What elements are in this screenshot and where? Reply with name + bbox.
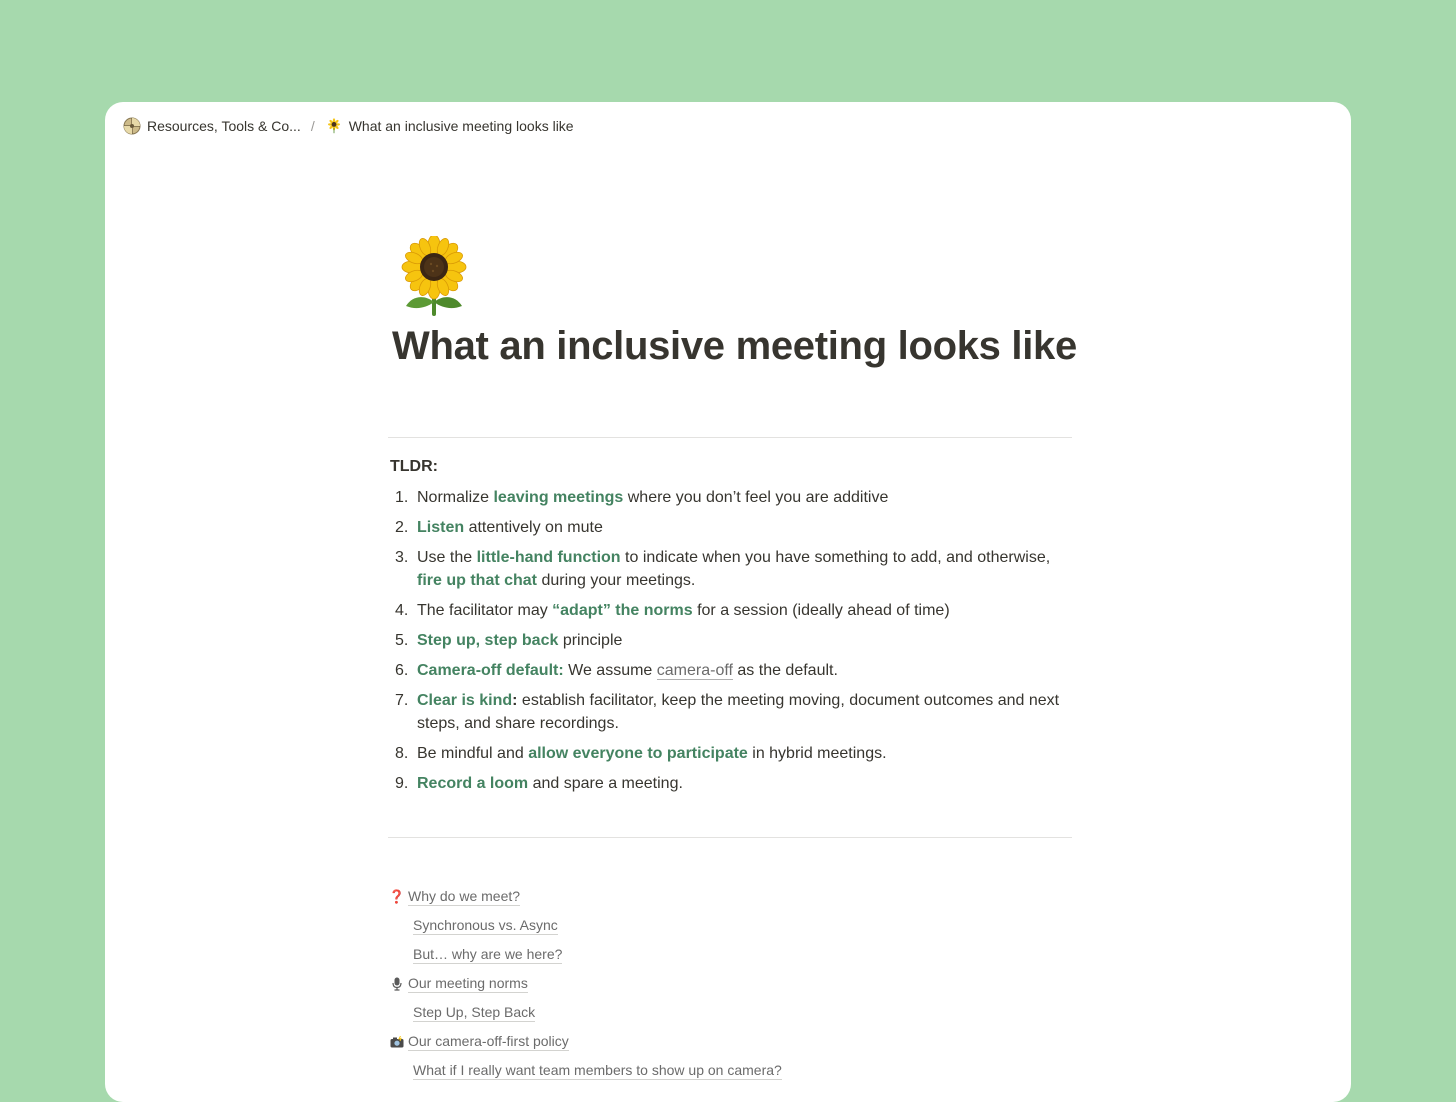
divider [388,837,1072,838]
link-step-up-step-back[interactable]: Step up, step back [417,632,559,649]
breadcrumb [119,114,578,138]
list-text: The facilitator may [417,602,553,619]
toc-item-synchronous-vs-async[interactable] [390,911,1074,940]
toc-item-our-meeting-norms[interactable] [390,969,1074,998]
toc-item-why-are-we-here[interactable] [390,940,1074,969]
toc-label: What if I really want team members to show up on camera? [413,1062,782,1078]
list-text: during your meetings. [537,572,696,589]
toc-label: Why do we meet? [408,888,521,904]
divider [388,437,1072,438]
list-number: 9. [395,775,409,792]
link-adapt-the-norms[interactable]: “adapt” the norms [552,602,693,619]
breadcrumb-item-current-page[interactable] [321,115,578,137]
list-text: and spare a meeting. [528,775,683,792]
toc-label: Our meeting norms [408,975,528,991]
list-number: 7. [395,692,409,709]
list-item [388,629,1072,652]
list-text: We assume [563,662,657,679]
tldr-heading: TLDR: [390,458,438,475]
list-text: principle [558,632,623,649]
question-mark-icon: ❓ [388,888,406,904]
list-item [388,659,1072,682]
link-allow-everyone-to-participate[interactable]: allow everyone to participate [528,745,748,762]
list-number: 6. [395,662,409,679]
list-text: in hybrid meetings. [747,745,887,762]
list-text: Use the [417,549,477,566]
wheel-icon [123,117,141,135]
list-item [388,772,1072,795]
toc-label: Our camera-off-first policy [408,1033,569,1049]
list-number: 8. [395,745,409,762]
list-text: as the default. [732,662,838,679]
list-text: establish facilitator, keep the meeting moving, document outcomes and next steps, and share recordings. [417,692,1060,732]
toc-item-want-team-on-camera[interactable] [390,1056,1074,1085]
breadcrumb-label: Resources, Tools & Co... [147,118,301,134]
list-text: Normalize [417,489,494,506]
link-record-a-loom[interactable]: Record a loom [417,775,529,792]
tldr-list [388,486,1072,802]
sunflower-icon [325,117,343,135]
list-number: 1. [395,489,409,506]
link-leaving-meetings[interactable]: leaving meetings [493,489,624,506]
list-item [388,599,1072,622]
page-title: What an inclusive meeting looks like [392,324,1077,368]
list-item [388,486,1072,509]
toc-item-camera-off-first-policy[interactable] [390,1027,1074,1056]
microphone-icon [390,977,404,991]
page-mention-camera-off[interactable]: camera-off [656,662,733,679]
list-text: Be mindful and [417,745,529,762]
list-text: where you don’t feel you are additive [623,489,889,506]
list-item [388,742,1072,765]
list-text: for a session (ideally ahead of time) [692,602,950,619]
list-number: 5. [395,632,409,649]
list-number: 4. [395,602,409,619]
list-text: : [512,692,518,709]
list-number: 3. [395,549,409,566]
list-text: attentively on mute [464,519,603,536]
link-listen[interactable]: Listen [417,519,465,536]
list-item [388,689,1072,735]
list-item [388,516,1072,539]
link-fire-up-that-chat[interactable]: fire up that chat [417,572,538,589]
toc-label: But… why are we here? [413,946,563,962]
link-clear-is-kind[interactable]: Clear is kind [417,692,513,709]
sunflower-icon[interactable] [394,236,474,316]
camera-flash-icon [390,1035,404,1049]
page-window [105,102,1351,1102]
link-camera-off-default[interactable]: Camera-off default: [417,662,564,679]
toc-label: Synchronous vs. Async [413,917,558,933]
breadcrumb-label: What an inclusive meeting looks like [348,118,574,134]
toc-item-why-do-we-meet[interactable] [390,882,1074,911]
link-little-hand-function[interactable]: little-hand function [476,549,621,566]
breadcrumb-item-resources[interactable] [119,115,305,137]
table-of-contents [390,882,1074,1085]
toc-label: Step Up, Step Back [413,1004,536,1020]
list-text: to indicate when you have something to add, and otherwise, [620,549,1051,566]
toc-item-step-up-step-back[interactable] [390,998,1074,1027]
breadcrumb-separator: / [310,118,315,134]
list-item [388,546,1072,592]
list-number: 2. [395,519,409,536]
